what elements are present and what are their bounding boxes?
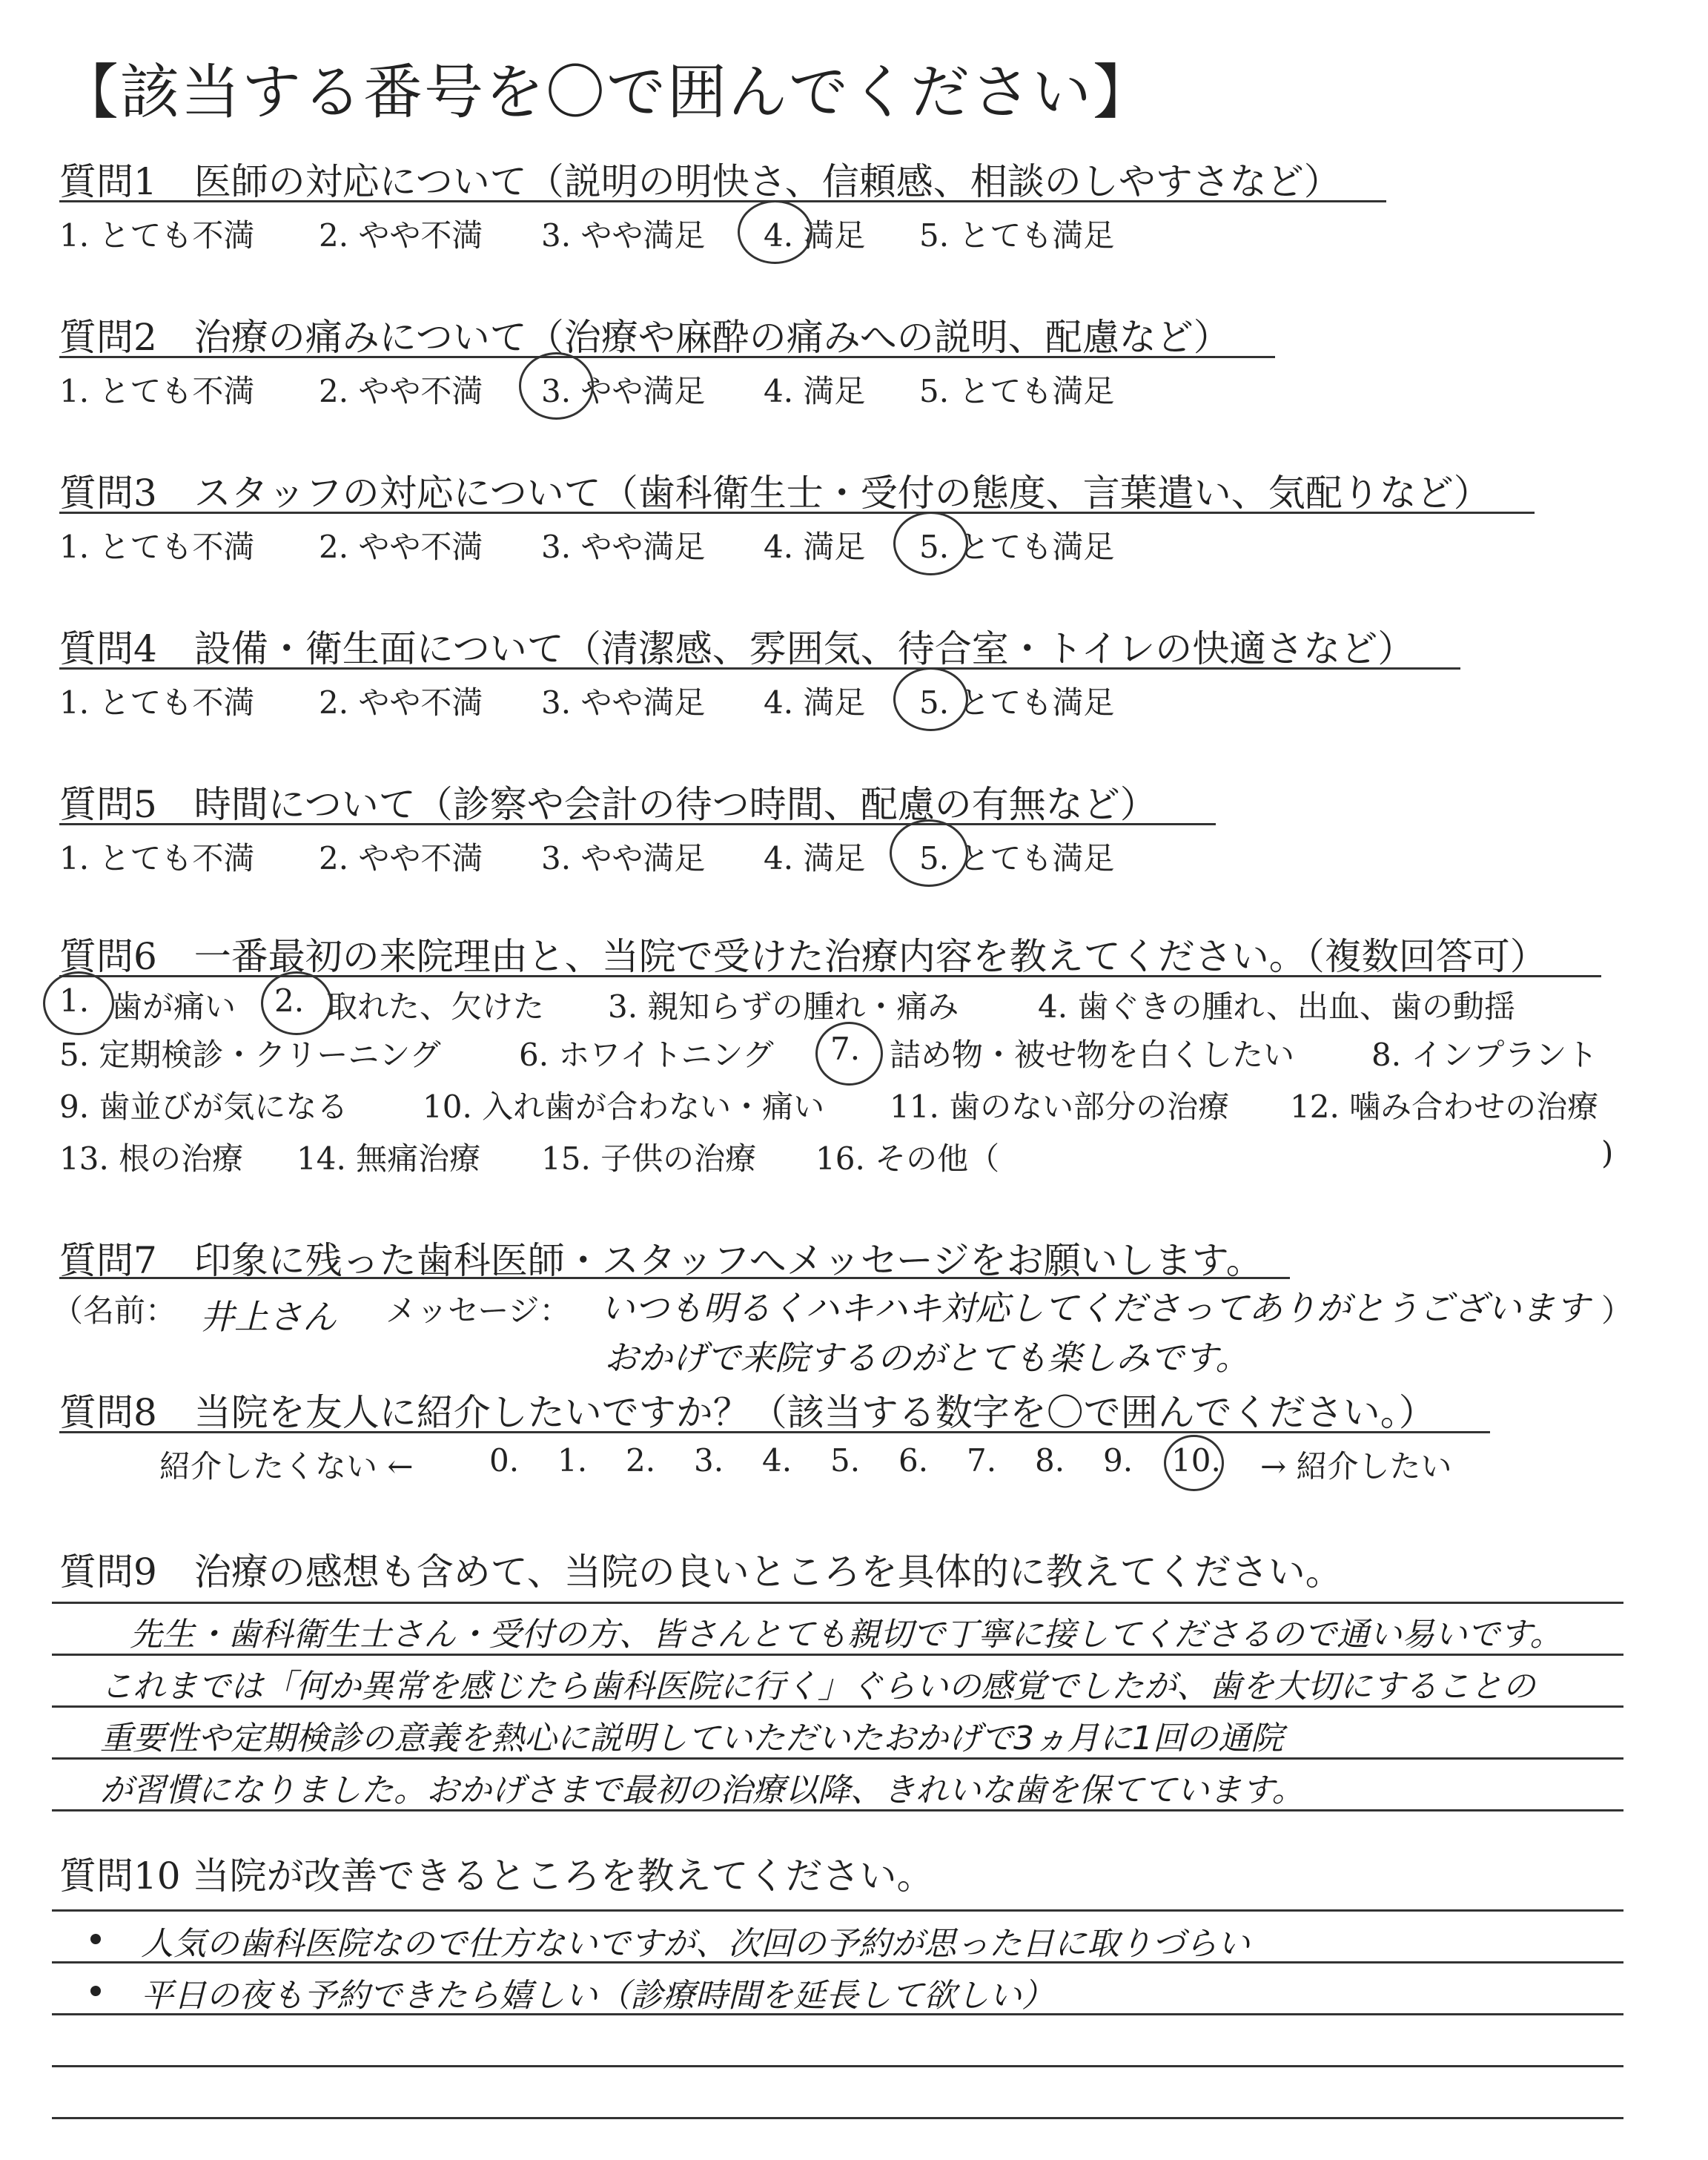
q5-option-4[interactable]: 4. 満足 (764, 840, 866, 876)
q1-option-3[interactable]: 3. やや満足 (541, 217, 706, 254)
q9-rule-1 (52, 1602, 1623, 1604)
q9-label: 質問9 治療の感想も含めて、当院の良いところを具体的に教えてください。 (59, 1550, 1343, 1593)
q5-option-1[interactable]: 1. とても不満 (59, 840, 255, 876)
q2-underline (59, 356, 1275, 358)
q8-label: 質問8 当院を友人に紹介したいですか？（該当する数字を〇で囲んでください。） (59, 1391, 1436, 1434)
q8-scale-5[interactable]: 5. (830, 1442, 861, 1479)
q6-option-10[interactable]: 10. 入れ歯が合わない・痛い (423, 1089, 825, 1125)
q9-answer-line-1[interactable]: 先生・歯科衛生士さん・受付の方、皆さんとても親切で丁寧に接してくださるので通い易いです。 (130, 1616, 1563, 1654)
q5-option-3[interactable]: 3. やや満足 (541, 840, 706, 876)
q5-option-2[interactable]: 2. やや不満 (319, 840, 483, 876)
q2-option-2[interactable]: 2. やや不満 (319, 373, 483, 409)
q10-answer-line-2[interactable]: 平日の夜も予約できたら嬉しい（診療時間を延長して欲しい） (141, 1977, 1054, 2015)
q6-option-3[interactable]: 3. 親知らずの腫れ・痛み (608, 988, 959, 1025)
q1-label: 質問1 医師の対応について（説明の明快さ、信頼感、相談のしやすさなど） (59, 160, 1341, 203)
q7-name-label: （名前： (52, 1292, 177, 1329)
q7-message-line-1[interactable]: いつも明るくハキハキ対応してくださってありがとうございます (600, 1288, 1589, 1328)
q7-name-value[interactable]: 井上さん (200, 1297, 337, 1337)
q6-option-13[interactable]: 13. 根の治療 (59, 1140, 244, 1177)
q10-label: 質問10 当院が改善できるところを教えてください。 (59, 1855, 934, 1898)
q6-option-11[interactable]: 11. 歯のない部分の治療 (890, 1089, 1230, 1125)
q6-label: 質問6 一番最初の来院理由と、当院で受けた治療内容を教えてください。（複数回答可） (59, 935, 1547, 978)
q2-label: 質問2 治療の痛みについて（治療や麻酔の痛みへの説明、配慮など） (59, 316, 1231, 359)
q8-left-label: 紹介したくない ← (159, 1448, 414, 1484)
q1-option-2[interactable]: 2. やや不満 (319, 217, 483, 254)
q1-option-4[interactable]: 4. 満足 (764, 217, 866, 254)
q3-label: 質問3 スタッフの対応について（歯科衛生士・受付の態度、言葉遣い、気配りなど） (59, 472, 1491, 515)
q8-scale-3[interactable]: 3. (694, 1442, 724, 1479)
q10-answer-line-1[interactable]: 人気の歯科医院なので仕方ないですが、次回の予約が思った日に取りづらい (141, 1925, 1250, 1963)
q6-option-16[interactable]: 16. その他（ (815, 1140, 1000, 1177)
q5-label: 質問5 時間について（診察や会計の待つ時間、配慮の有無など） (59, 783, 1157, 826)
q1-underline (59, 200, 1386, 202)
q4-label: 質問4 設備・衛生面について（清潔感、雰囲気、待合室・トイレの快適さなど） (59, 627, 1415, 670)
q6-option-6[interactable]: 6. ホワイトニング (519, 1037, 774, 1073)
q8-scale-10[interactable]: 10. (1171, 1442, 1221, 1479)
q10-rule-5 (52, 2117, 1623, 2119)
q6-selection-circle-7 (815, 1022, 883, 1086)
q8-scale-2[interactable]: 2. (626, 1442, 656, 1479)
q4-underline (59, 667, 1460, 670)
q4-option-1[interactable]: 1. とても不満 (59, 684, 255, 721)
q6-option-14[interactable]: 14. 無痛治療 (297, 1140, 481, 1177)
q4-option-2[interactable]: 2. やや不満 (319, 684, 483, 721)
q6-option-12[interactable]: 12. 噛み合わせの治療 (1290, 1089, 1599, 1125)
q6-option-9[interactable]: 9. 歯並びが気になる (59, 1089, 348, 1125)
q4-option-4[interactable]: 4. 満足 (764, 684, 866, 721)
q8-scale-9[interactable]: 9. (1103, 1442, 1133, 1479)
q6-selection-circle-1 (43, 971, 114, 1035)
q6-option-7-number[interactable]: 7. (830, 1031, 861, 1067)
q5-underline (59, 823, 1216, 825)
q1-option-5[interactable]: 5. とても満足 (919, 217, 1115, 254)
q4-option-3[interactable]: 3. やや満足 (541, 684, 706, 721)
q8-scale-4[interactable]: 4. (762, 1442, 792, 1479)
q6-option-7-text: 詰め物・被せ物を白くしたい (890, 1037, 1295, 1073)
q5-selection-circle (890, 819, 968, 887)
q3-underline (59, 512, 1535, 514)
q2-selection-circle (519, 352, 594, 420)
q6-selection-circle-2 (261, 971, 332, 1035)
q1-selection-circle (738, 200, 812, 264)
q6-option-16-close: ) (1601, 1135, 1614, 1171)
q7-message-label: メッセージ： (385, 1292, 571, 1329)
q4-option-5[interactable]: 5. とても満足 (919, 684, 1115, 721)
q6-option-2-text: 取れた、欠けた (326, 988, 545, 1025)
q8-selection-circle (1164, 1435, 1224, 1491)
q3-option-5[interactable]: 5. とても満足 (919, 529, 1115, 565)
q8-scale-8[interactable]: 8. (1035, 1442, 1065, 1479)
q7-message-line-2[interactable]: おかげで来院するのがとても楽しみです。 (604, 1338, 1250, 1378)
q3-option-3[interactable]: 3. やや満足 (541, 529, 706, 565)
q8-scale-1[interactable]: 1. (557, 1442, 588, 1479)
q6-option-1-number[interactable]: 1. (59, 982, 90, 1019)
q10-bullet-2 (90, 1986, 101, 1996)
q9-answer-line-2[interactable]: これまでは「何か異常を感じたら歯科医院に行く」ぐらいの感覚でしたが、歯を大切にすることの (100, 1668, 1535, 1705)
q6-option-4[interactable]: 4. 歯ぐきの腫れ、出血、歯の動揺 (1038, 988, 1515, 1025)
q8-underline (59, 1431, 1490, 1433)
q8-right-label: → 紹介したい (1260, 1448, 1452, 1484)
q8-scale-0[interactable]: 0. (489, 1442, 520, 1479)
q6-option-15[interactable]: 15. 子供の治療 (541, 1140, 757, 1177)
q2-option-1[interactable]: 1. とても不満 (59, 373, 255, 409)
q7-close-paren: ） (1601, 1292, 1633, 1329)
q10-rule-1 (52, 1909, 1623, 1912)
page-title: 【該当する番号を〇で囲んでください】 (59, 58, 1153, 127)
q3-option-2[interactable]: 2. やや不満 (319, 529, 483, 565)
q3-option-4[interactable]: 4. 満足 (764, 529, 866, 565)
q1-option-1[interactable]: 1. とても不満 (59, 217, 255, 254)
q9-answer-line-4[interactable]: が習慣になりました。おかげさまで最初の治療以降、きれいな歯を保てています。 (100, 1771, 1305, 1809)
q10-rule-4 (52, 2065, 1623, 2067)
q6-option-1-text: 歯が痛い (111, 988, 236, 1025)
q6-option-5[interactable]: 5. 定期検診・クリーニング (59, 1037, 441, 1073)
q8-scale-6[interactable]: 6. (898, 1442, 929, 1479)
q5-option-5[interactable]: 5. とても満足 (919, 840, 1115, 876)
q6-option-8[interactable]: 8. インプラント (1371, 1037, 1598, 1073)
q4-selection-circle (893, 667, 968, 731)
q7-label: 質問7 印象に残った歯科医師・スタッフへメッセージをお願いします。 (59, 1239, 1263, 1282)
q9-answer-line-3[interactable]: 重要性や定期検診の意義を熱心に説明していただいたおかげで3ヵ月に1回の通院 (100, 1720, 1283, 1757)
q8-scale-7[interactable]: 7. (967, 1442, 997, 1479)
q2-option-5[interactable]: 5. とても満足 (919, 373, 1115, 409)
q3-selection-circle (893, 512, 968, 575)
q6-option-2-number[interactable]: 2. (274, 982, 305, 1019)
q10-bullet-1 (90, 1934, 101, 1944)
q7-underline (59, 1277, 1290, 1279)
q3-option-1[interactable]: 1. とても不満 (59, 529, 255, 565)
q2-option-4[interactable]: 4. 満足 (764, 373, 866, 409)
q2-option-3[interactable]: 3. やや満足 (541, 373, 706, 409)
